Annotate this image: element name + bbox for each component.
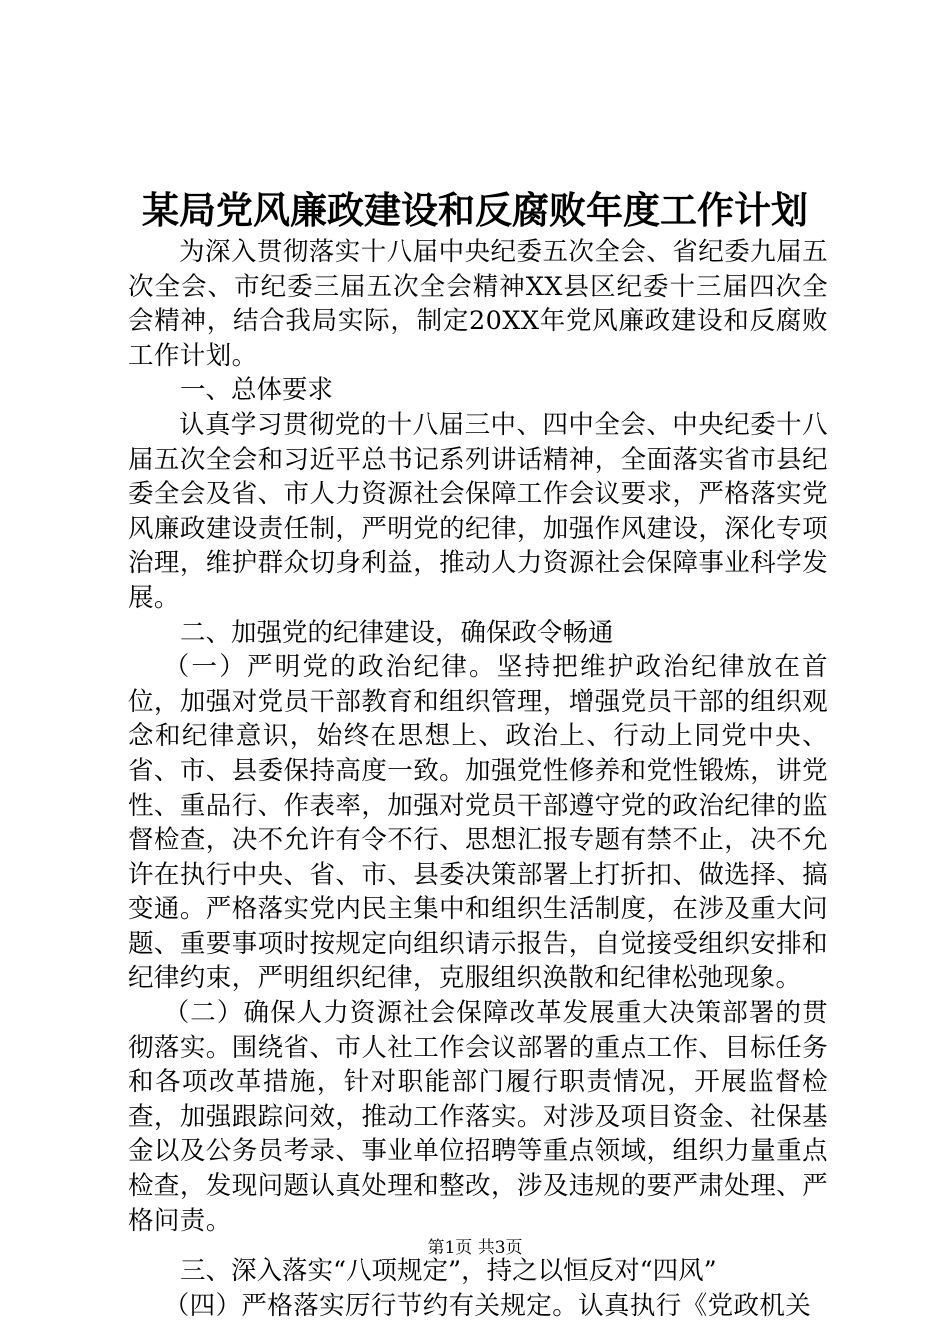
section-2-heading: 二、加强党的纪律建设，确保政令畅通	[180, 617, 614, 648]
section-1-paragraph: 认真学习贯彻党的十八届三中、四中全会、中央纪委十八届五次全会和习近平总书记系列讲话精神，全面落实省市县纪委全会及省、市人力资源社会保障工作会议要求，严格落实党风廉政建设责任制，严明党的纪律，加强作风建设，深化专项治理，维护群众切身利益，推动人力资源社会保障事业科学发展。	[128, 409, 828, 613]
section-3-item-4: （四）严格落实厉行节约有关规定。认真执行《党政机关	[163, 1290, 812, 1321]
intro-paragraph: 为深入贯彻落实十八届中央纪委五次全会、省纪委九届五次全会、市纪委三届五次全会精神XX县区纪委十三届四次全会精神，结合我局实际，制定20XX年党风廉政建设和反腐败工作计划。	[128, 237, 828, 371]
page-number-footer: 第1页 共3页	[427, 1238, 523, 1258]
section-2-item-1: （一）严明党的政治纪律。坚持把维护政治纪律放在首位，加强对党员干部教育和组织管理，增强党员干部的组织观念和纪律意识，始终在思想上、政治上、行动上同党中央、省、市、县委保持高度一致。加强党性修养和党性锻炼，讲党性、重品行、作表率，加强对党员干部遵守党的政治纪律的监督检查，决不允许有令不行、思想汇报专题有禁不止，决不允许在执行中央、省、市、县委决策部署上打折扣、做选择、搞变通。严格落实党内民主集中和组织生活制度，在涉及重大问题、重要事项时按规定向组织请示报告，自觉接受组织安排和纪律约束，严明组织纪律，克服组织涣散和纪律松弛现象。	[128, 652, 828, 994]
section-1-heading: 一、总体要求	[180, 375, 334, 406]
section-2-item-2: （二）确保人力资源社会保障改革发展重大决策部署的贯彻落实。围绕省、市人社工作会议部署的重点工作、目标任务和各项改革措施，针对职能部门履行职责情况，开展监督检查，加强跟踪问效，推动工作落实。对涉及项目资金、社保基金以及公务员考录、事业单位招聘等重点领域，组织力量重点检查，发现问题认真处理和整改，涉及违规的要严肃处理、严格问责。	[128, 998, 828, 1236]
document-body	[128, 235, 828, 1323]
document-title: 某局党风廉政建设和反腐败年度工作计划	[142, 188, 808, 232]
section-3-heading: 三、深入落实“八项规定”，持之以恒反对“四风”	[180, 1256, 717, 1287]
